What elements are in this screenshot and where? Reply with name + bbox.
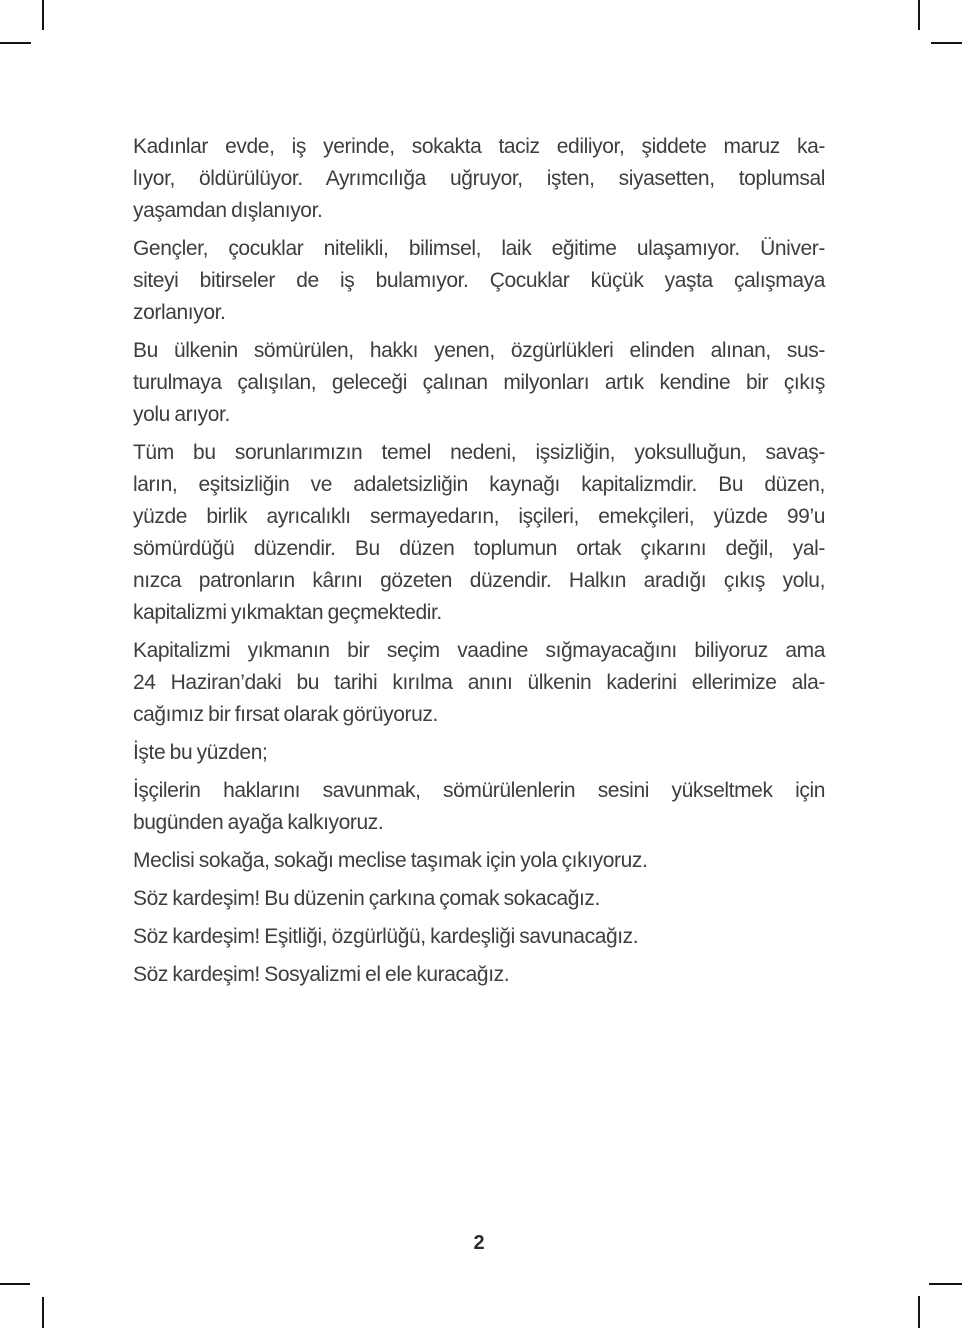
crop-mark-top-right-horizontal [931, 42, 962, 44]
paragraph-line: Kadınlar evde, iş yerinde, sokakta taciz ediliyor, şiddete maruz ka- [133, 135, 825, 158]
paragraph-line: 24 Haziran’daki bu tarihi kırılma anını ülkenin kaderini ellerimize ala- [133, 671, 825, 694]
paragraph-line: Gençler, çocuklar nitelikli, bilimsel, laik eğitime ulaşamıyor. Üniver- [133, 237, 825, 260]
crop-mark-bottom-left-vertical [42, 1297, 44, 1328]
page-number: 2 [473, 1232, 485, 1254]
crop-mark-bottom-right-vertical [918, 1296, 920, 1328]
paragraph-line: yaşamdan dışlanıyor. [133, 199, 323, 222]
paragraph [133, 335, 825, 431]
paragraph [133, 845, 825, 877]
paragraph [133, 921, 825, 953]
paragraph [133, 737, 825, 769]
crop-mark-top-left-horizontal [0, 42, 31, 44]
paragraph-line: Söz kardeşim! Eşitliği, özgürlüğü, kardeşliği savunacağız. [133, 925, 639, 948]
paragraph-line: nızca patronların kârını gözeten düzendir. Halkın aradığı çıkış yolu, [133, 569, 825, 592]
paragraph-line: bugünden ayağa kalkıyoruz. [133, 811, 384, 834]
crop-mark-top-right-vertical [918, 0, 920, 30]
paragraph-line: Meclisi sokağa, sokağı meclise taşımak için yola çıkıyoruz. [133, 849, 648, 872]
paragraph [133, 635, 825, 731]
paragraph-line: zorlanıyor. [133, 301, 226, 324]
crop-mark-bottom-left-horizontal [0, 1283, 30, 1285]
paragraph [133, 437, 825, 629]
paragraph-line: siteyi bitirseler de iş bulamıyor. Çocuklar küçük yaşta çalışmaya [133, 269, 825, 292]
paragraph-line: cağımız bir fırsat olarak görüyoruz. [133, 703, 438, 726]
paragraph-line: Bu ülkenin sömürülen, hakkı yenen, özgürlükleri elinden alınan, sus- [133, 339, 825, 362]
paragraph-line: Kapitalizmi yıkmanın bir seçim vaadine sığmayacağını biliyoruz ama [133, 639, 825, 662]
paragraph [133, 233, 825, 329]
paragraph-line: İşçilerin haklarını savunmak, sömürülenlerin sesini yükseltmek için [133, 779, 825, 802]
paragraph-line: Söz kardeşim! Bu düzenin çarkına çomak sokacağız. [133, 887, 600, 910]
paragraph-line: sömürdüğü düzendir. Bu düzen toplumun ortak çıkarını değil, yal- [133, 537, 825, 560]
paragraph [133, 131, 825, 227]
paragraph [133, 883, 825, 915]
paragraph-line: Söz kardeşim! Sosyalizmi el ele kuracağız. [133, 963, 510, 986]
crop-mark-bottom-right-horizontal [929, 1283, 962, 1285]
paragraph-line: ların, eşitsizliğin ve adaletsizliğin kaynağı kapitalizmdir. Bu düzen, [133, 473, 825, 496]
paragraph-line: lıyor, öldürülüyor. Ayrımcılığa uğruyor, işten, siyasetten, toplumsal [133, 167, 825, 190]
paragraph-line: turulmaya çalışılan, geleceği çalınan milyonları artık kendine bir çıkış [133, 371, 825, 394]
paragraph-line: kapitalizmi yıkmaktan geçmektedir. [133, 601, 442, 624]
paragraph [133, 775, 825, 839]
crop-mark-top-left-vertical [42, 0, 44, 30]
text-column [133, 131, 825, 997]
paragraph-line: yüzde birlik ayrıcalıklı sermayedarın, işçileri, emekçileri, yüzde 99’u [133, 505, 825, 528]
paragraph-line: yolu arıyor. [133, 403, 230, 426]
paragraph-line: Tüm bu sorunlarımızın temel nedeni, işsizliğin, yoksulluğun, savaş- [133, 441, 825, 464]
paragraph [133, 959, 825, 991]
paragraph-line: İşte bu yüzden; [133, 741, 268, 764]
